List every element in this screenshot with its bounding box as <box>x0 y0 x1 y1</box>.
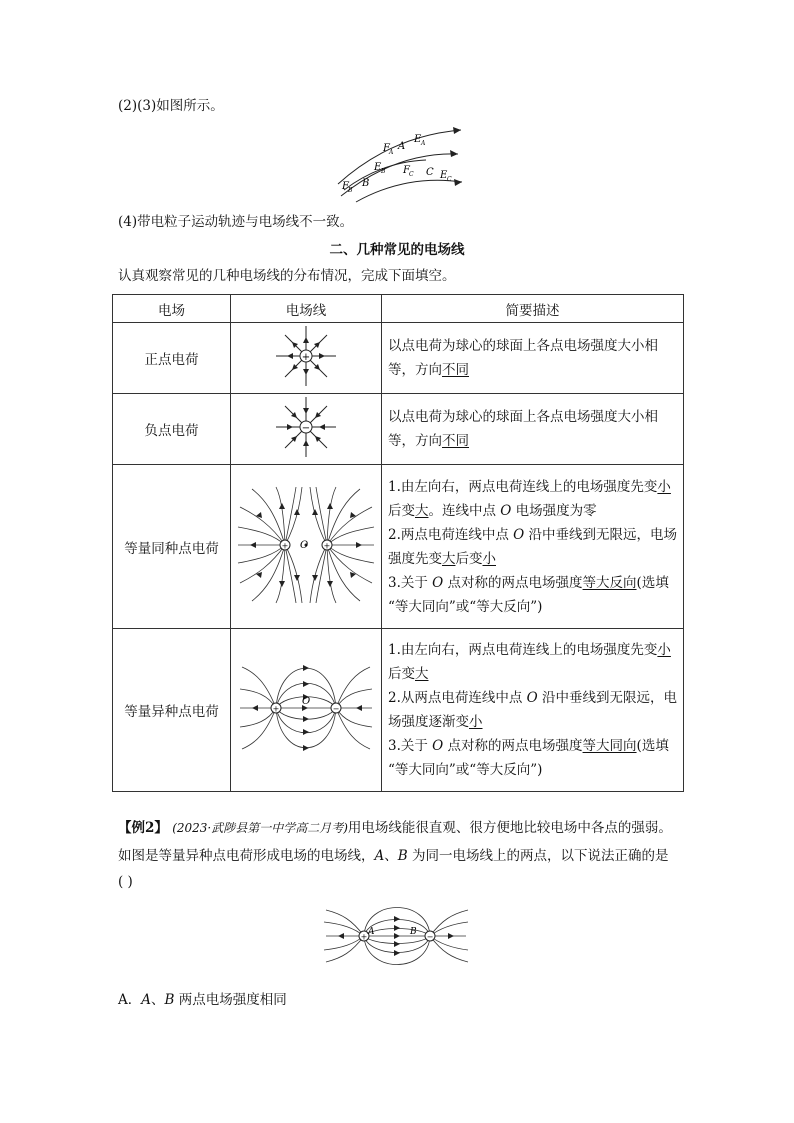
desc-text: 场强度逐渐变 <box>388 714 469 730</box>
desc-text: 后变 <box>388 502 415 519</box>
example-line-2 <box>118 846 668 866</box>
option-label: A． <box>118 992 142 1008</box>
like-charges-field-diagram <box>236 485 376 605</box>
fig1-FC-sub: C <box>409 171 414 178</box>
desc-text: 3.关于 <box>388 574 433 591</box>
row-description <box>382 465 684 629</box>
svg-text:+: + <box>272 704 280 714</box>
desc-text: 1.由左向右，两点电荷连线上的电场强度先变 <box>388 478 658 495</box>
desc-line: 以点电荷为球心的球面上各点电场强度大小相 <box>388 409 658 425</box>
desc-o: O <box>432 738 444 754</box>
negative-charge-diagram-cell <box>231 394 382 465</box>
fig1-FA: F <box>383 143 390 154</box>
svg-text:+: + <box>281 541 289 550</box>
svg-text:−: − <box>332 704 340 714</box>
fig1-FB-sub: B <box>348 187 353 194</box>
opposite-charges-field-diagram <box>236 653 376 763</box>
row-name: 负点电荷 <box>113 394 231 465</box>
fig1-FB: F <box>342 181 349 192</box>
row-description <box>382 394 684 465</box>
desc-text: 点对称的两点电场强度 <box>443 574 583 591</box>
example-text: 如图是等量异种点电荷形成电场的电场线， <box>118 848 375 864</box>
desc-answer: 小 <box>657 642 671 658</box>
positive-charge-field-diagram <box>271 323 341 389</box>
row-description <box>382 629 684 792</box>
fig-point-A: A <box>368 927 375 937</box>
section-title: 二、几种常见的电场线 <box>329 242 465 258</box>
desc-line: “等大同向”或“等大反向”) <box>388 762 543 778</box>
desc-text: 等，方向 <box>388 433 442 449</box>
desc-text: 强度先变 <box>388 550 442 567</box>
table-row <box>113 394 684 465</box>
svg-text:+: + <box>323 541 331 550</box>
header-description: 简要描述 <box>382 295 684 323</box>
fig1-EA: E <box>414 134 422 145</box>
answer-paren: ( ) <box>118 874 133 890</box>
desc-answer: 小 <box>657 478 671 495</box>
fig1-EA-sub: A <box>421 140 426 147</box>
desc-o: O <box>526 690 538 706</box>
intro-line-1: (2)(3)如图所示。 <box>118 98 224 114</box>
header-field: 电场 <box>113 295 231 323</box>
option-a <box>118 990 287 1010</box>
negative-sign: − <box>301 423 311 434</box>
desc-text: 等，方向 <box>388 362 442 378</box>
option-point-A: A <box>141 992 151 1008</box>
fig1-C: C <box>426 167 434 178</box>
fig1-B: B <box>362 178 370 189</box>
desc-answer: 大 <box>415 502 429 519</box>
opposite-charges-o-label: O <box>302 696 311 707</box>
desc-answer: 不同 <box>442 433 469 449</box>
row-name: 等量同种点电荷 <box>113 465 231 629</box>
negative-charge-field-diagram <box>271 394 341 460</box>
like-charges-diagram-cell <box>231 465 382 629</box>
svg-text:−: − <box>426 932 434 942</box>
example-text-1: 用电场线能很直观、很方便地比较电场中各点的强弱。 <box>347 820 672 836</box>
example-text: 为同一电场线上的两点，以下说法正确的是 <box>407 848 669 864</box>
point-B: B <box>397 848 408 864</box>
intro-line-4: (4)带电粒子运动轨迹与电场线不一致。 <box>118 214 354 230</box>
field-lines-table <box>112 294 684 792</box>
desc-answer: 小 <box>482 550 496 567</box>
section-instruction: 认真观察常见的几种电场线的分布情况，完成下面填空。 <box>118 268 456 284</box>
desc-text: (选填 <box>636 574 669 591</box>
desc-o: O <box>513 526 525 543</box>
desc-answer: 不同 <box>442 362 469 378</box>
desc-text: 电场强度为零 <box>511 502 597 519</box>
desc-text: (选填 <box>636 738 669 754</box>
option-text: 两点电场强度相同 <box>174 992 287 1008</box>
field-line-trajectory-figure <box>336 126 466 204</box>
positive-sign: + <box>301 352 311 363</box>
like-charges-o-label: O <box>300 539 309 551</box>
desc-text: 3.关于 <box>388 738 433 754</box>
example-label: 【例2】 <box>118 820 168 836</box>
desc-line: “等大同向”或“等大反向”) <box>388 598 543 615</box>
desc-line: 以点电荷为球心的球面上各点电场强度大小相 <box>388 338 658 354</box>
svg-text:+: + <box>360 932 368 942</box>
row-description <box>382 323 684 394</box>
table-header-row <box>113 295 684 323</box>
desc-answer: 等大同向 <box>582 738 637 754</box>
desc-answer: 等大反向 <box>582 574 637 591</box>
point-A: A <box>374 848 385 864</box>
example-text: 、 <box>384 848 398 864</box>
fig1-EB: E <box>374 162 382 173</box>
positive-charge-diagram-cell <box>231 323 382 394</box>
desc-text: 2.两点电荷连线中点 <box>388 526 514 543</box>
example-dipole-field-diagram <box>322 900 470 972</box>
desc-answer: 小 <box>469 714 483 730</box>
fig1-EC: E <box>440 170 448 181</box>
option-text: 、 <box>151 992 165 1008</box>
option-point-B: B <box>164 992 175 1008</box>
desc-text: 沿中垂线到无限远，电场 <box>524 526 678 543</box>
table-row <box>113 629 684 792</box>
row-name: 正点电荷 <box>113 323 231 394</box>
desc-answer: 大 <box>415 666 429 682</box>
desc-text: 1.由左向右，两点电荷连线上的电场强度先变 <box>388 642 658 658</box>
fig1-EB-sub: B <box>381 168 386 175</box>
row-name: 等量异种点电荷 <box>113 629 231 792</box>
fig1-FC: F <box>403 165 410 176</box>
desc-text: 后变 <box>388 666 415 682</box>
table-row <box>113 465 684 629</box>
desc-o: O <box>500 502 512 519</box>
header-field-lines: 电场线 <box>231 295 382 323</box>
desc-text: 点对称的两点电场强度 <box>443 738 583 754</box>
table-row <box>113 323 684 394</box>
opposite-charges-diagram-cell <box>231 629 382 792</box>
desc-answer: 大 <box>442 550 456 567</box>
fig-point-B: B <box>410 927 417 937</box>
desc-text: 沿中垂线到无限远，电 <box>537 690 678 706</box>
desc-text: 后变 <box>455 550 483 567</box>
fig1-A: A <box>398 141 406 152</box>
fig1-FA-sub: A <box>389 149 394 156</box>
desc-o: O <box>432 574 444 591</box>
example-line-1 <box>118 818 672 838</box>
desc-text: 2.从两点电荷连线中点 <box>388 690 527 706</box>
fig1-EC-sub: C <box>447 176 452 183</box>
desc-text: 。连线中点 <box>428 502 501 519</box>
example-source: (2023·武陟县第一中学高二月考) <box>172 821 348 835</box>
